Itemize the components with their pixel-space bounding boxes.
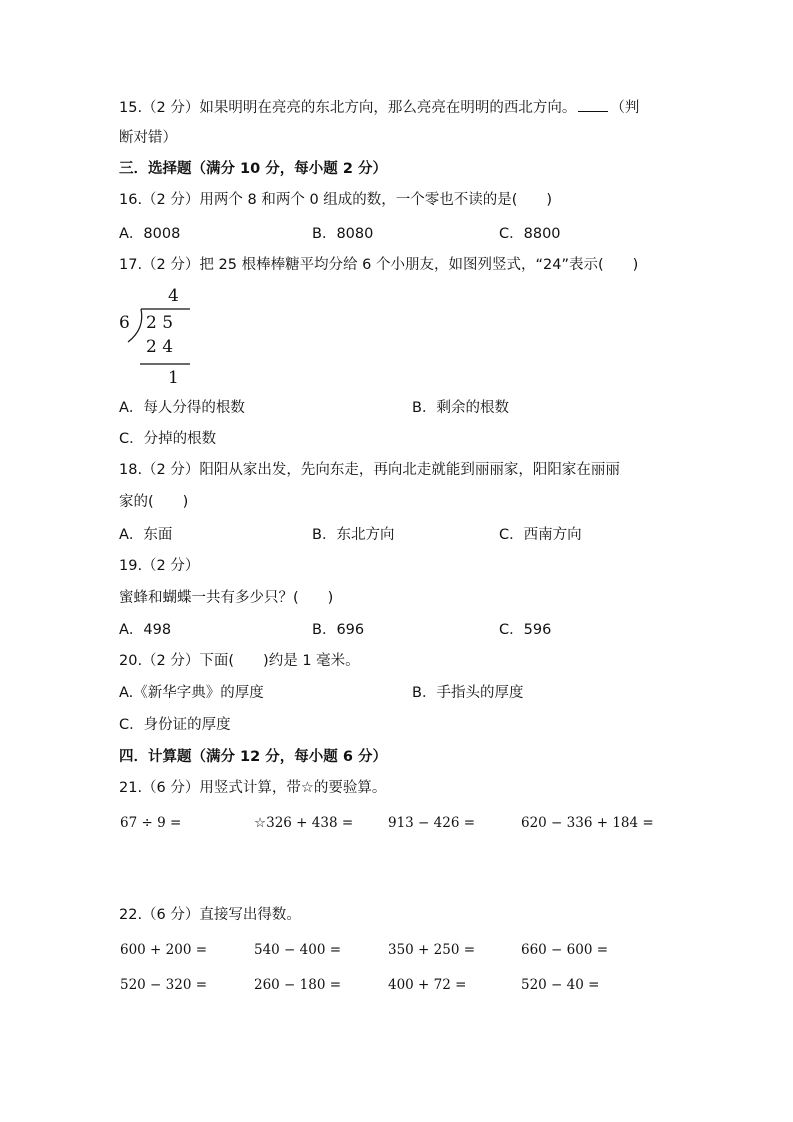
question-17-stem: 17.（2 分）把 25 根棒棒糖平均分给 6 个小朋友，如图列竖式，“24”表示( ) — [119, 257, 639, 273]
question-19-text: 蜜蜂和蝴蝶一共有多少只？( ) — [119, 590, 334, 606]
division-remainder: 1 — [168, 368, 179, 388]
question-19-option-a[interactable]: A．498 — [119, 622, 172, 638]
question-19-option-b[interactable]: B．696 — [312, 622, 365, 638]
question-20-option-c[interactable]: C．身份证的厚度 — [119, 717, 231, 733]
question-18-stem: 18.（2 分）阳阳从家出发，先向东走，再向北走就能到丽丽家，阳阳家在丽丽 — [119, 462, 620, 478]
mental-calc-item: 540 − 400 = — [254, 942, 342, 958]
long-division-figure — [116, 284, 196, 390]
section-4-title: 四．计算题（满分 12 分，每小题 6 分） — [119, 749, 387, 765]
question-18-option-b[interactable]: B．东北方向 — [312, 527, 395, 543]
question-19-option-c[interactable]: C．596 — [499, 622, 552, 638]
question-18-stem-line2: 家的( ) — [119, 494, 189, 510]
mental-calc-item: 350 + 250 = — [388, 942, 476, 958]
mental-calc-item: 600 + 200 = — [120, 942, 208, 958]
mental-calc-item: 400 + 72 = — [388, 977, 467, 993]
mental-calc-item: 260 − 180 = — [254, 977, 342, 993]
division-divisor: 6 — [119, 313, 130, 333]
question-15-text: 15.（2 分）如果明明在亮亮的东北方向，那么亮亮在明明的西北方向。 — [119, 100, 577, 116]
question-20-option-a[interactable]: A.《新华字典》的厚度 — [119, 685, 264, 701]
division-dividend: 2 5 — [146, 313, 174, 333]
question-20-option-b[interactable]: B．手指头的厚度 — [412, 685, 524, 701]
calc-item: 913 − 426 = — [388, 815, 476, 831]
question-18-option-a[interactable]: A．东面 — [119, 527, 173, 543]
calc-item: 620 − 336 + 184 = — [521, 815, 654, 831]
question-15-text-tail: （判 — [610, 100, 640, 116]
question-16-stem: 16.（2 分）用两个 8 和两个 0 组成的数，一个零也不读的是( ) — [119, 192, 553, 208]
question-16-option-a[interactable]: A．8008 — [119, 226, 181, 242]
mental-calc-item: 520 − 40 = — [521, 977, 600, 993]
division-product: 2 4 — [146, 337, 174, 357]
question-17-option-b[interactable]: B．剩余的根数 — [412, 400, 509, 416]
question-20-stem: 20.（2 分）下面( )约是 1 毫米。 — [119, 653, 360, 669]
question-15-line2: 断对错） — [119, 130, 177, 146]
question-19-stem: 19.（2 分） — [119, 558, 200, 574]
calc-item-starred: ☆326 + 438 = — [254, 815, 354, 831]
calc-item: 67 ÷ 9 = — [120, 815, 182, 831]
question-15 — [119, 97, 639, 118]
question-17-option-c[interactable]: C．分掉的根数 — [119, 431, 217, 447]
section-3-title: 三．选择题（满分 10 分，每小题 2 分） — [119, 161, 387, 177]
mental-calc-item: 660 − 600 = — [521, 942, 609, 958]
question-16-option-b[interactable]: B．8080 — [312, 226, 374, 242]
question-22-stem: 22.（6 分）直接写出得数。 — [119, 907, 301, 923]
question-21-stem: 21.（6 分）用竖式计算，带☆的要验算。 — [119, 780, 387, 796]
question-17-option-a[interactable]: A．每人分得的根数 — [119, 400, 245, 416]
mental-calc-item: 520 − 320 = — [120, 977, 208, 993]
question-18-option-c[interactable]: C．西南方向 — [499, 527, 582, 543]
answer-blank[interactable] — [578, 97, 608, 112]
division-bracket-lines — [116, 284, 196, 390]
question-16-option-c[interactable]: C．8800 — [499, 226, 561, 242]
division-quotient: 4 — [168, 286, 179, 306]
